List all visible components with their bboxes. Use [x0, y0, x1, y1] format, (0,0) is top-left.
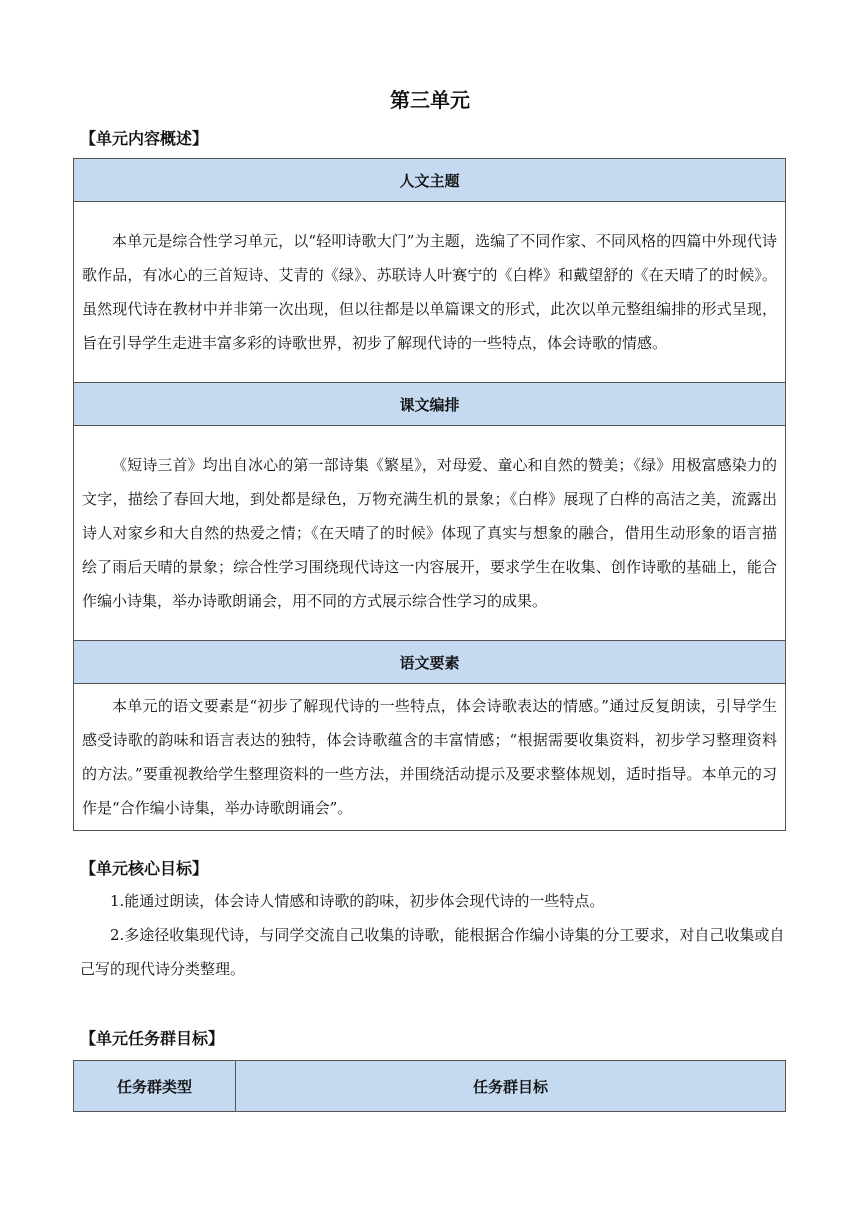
language-elements-header: 语文要素: [74, 641, 786, 684]
overview-heading: 【单元内容概述】: [80, 129, 209, 148]
core-goals-heading: 【单元核心目标】: [80, 859, 209, 878]
page-title: 第三单元: [390, 88, 470, 112]
theme-header: 人文主题: [74, 159, 786, 202]
arrangement-text: 《短诗三首》均出自冰心的第一部诗集《繁星》，对母爱、童心和自然的赞美；《绿》用极富感染力的文字，描绘了春回大地，到处都是绿色，万物充满生机的景象；《白桦》展现了白桦的高洁之美，流露出诗人对家乡和大自然的热爱之情；《在天晴了的时候》体现了真实与想象的融合，借用生动形象的语言描绘了雨后天晴的景象；综合性学习围绕现代诗这一内容展开，要求学生在收集、创作诗歌的基础上，能合作编小诗集，举办诗歌朗诵会，用不同的方式展示综合性学习的成果。: [74, 426, 786, 641]
arrangement-header: 课文编排: [74, 383, 786, 426]
task-type-column-header: 任务群类型: [74, 1061, 236, 1112]
core-goal-item: 2.多途径收集现代诗，与同学交流自己收集的诗歌，能根据合作编小诗集的分工要求，对自己收集或自己写的现代诗分类整理。: [80, 926, 785, 978]
task-goals-heading: 【单元任务群目标】: [80, 1029, 225, 1048]
theme-text: 本单元是综合性学习单元，以“轻叩诗歌大门”为主题，选编了不同作家、不同风格的四篇中外现代诗歌作品，有冰心的三首短诗、艾青的《绿》、苏联诗人叶赛宁的《白桦》和戴望舒的《在天晴了的时候》。虽然现代诗在教材中并非第一次出现，但以往都是以单篇课文的形式，此次以单元整组编排的形式呈现，旨在引导学生走进丰富多彩的诗歌世界，初步了解现代诗的一些特点，体会诗歌的情感。: [74, 202, 786, 383]
core-goal-item: 1.能通过朗读，体会诗人情感和诗歌的韵味，初步体会现代诗的一些特点。: [110, 892, 605, 910]
task-goal-column-header: 任务群目标: [236, 1061, 786, 1112]
overview-table: [73, 158, 786, 831]
task-goals-table: [73, 1060, 786, 1112]
language-elements-text: 本单元的语文要素是“初步了解现代诗的一些特点，体会诗歌表达的情感。”通过反复朗读，引导学生感受诗歌的韵味和语言表达的独特，体会诗歌蕴含的丰富情感；“根据需要收集资料，初步学习整理资料的方法。”要重视教给学生整理资料的一些方法，并围绕活动提示及要求整体规划，适时指导。本单元的习作是“合作编小诗集，举办诗歌朗诵会”。: [74, 684, 786, 831]
